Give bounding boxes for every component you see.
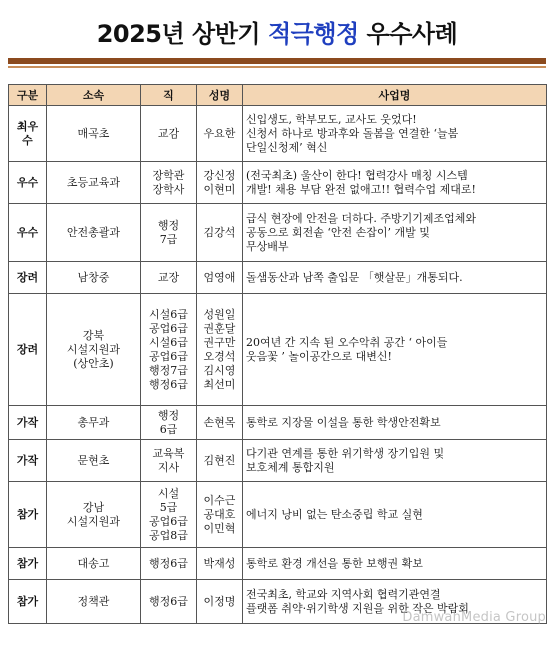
name-cell bbox=[197, 162, 243, 204]
name-line: 권구만 bbox=[203, 335, 236, 349]
project-line: 보호체계 통합지원 bbox=[246, 460, 335, 474]
dept-cell bbox=[47, 548, 141, 580]
name-cell bbox=[197, 482, 243, 548]
project-line: 웃음꽃 ’ 놀이공간으로 대변신! bbox=[246, 349, 392, 363]
grade-cell bbox=[9, 294, 47, 406]
rank-line: 교장 bbox=[157, 270, 180, 284]
grade-cell bbox=[9, 548, 47, 580]
title-rule-thin bbox=[8, 66, 546, 68]
rank-cell bbox=[141, 162, 197, 204]
name-line: 강신정 bbox=[203, 168, 236, 182]
dept-line: 총무과 bbox=[77, 415, 110, 429]
rank-cell bbox=[141, 204, 197, 262]
grade-line: 우수 bbox=[16, 175, 39, 189]
name-line: 공대호 bbox=[203, 507, 236, 521]
project-cell bbox=[243, 204, 547, 262]
project-cell bbox=[243, 262, 547, 294]
name-cell bbox=[197, 106, 243, 162]
grade-line: 장려 bbox=[16, 342, 39, 356]
grade-line: 우수 bbox=[16, 225, 39, 239]
page-title bbox=[97, 14, 458, 49]
rank-line: 행정 bbox=[157, 408, 180, 422]
grade-cell bbox=[9, 406, 47, 440]
table-row bbox=[9, 294, 547, 406]
project-cell bbox=[243, 406, 547, 440]
name-cell bbox=[197, 440, 243, 482]
name-cell bbox=[197, 262, 243, 294]
project-line: (전국최초) 울산이 한다! 협력강사 매칭 시스템 bbox=[246, 168, 468, 182]
rank-line: 교감 bbox=[157, 126, 180, 140]
rank-line: 장학사 bbox=[152, 182, 185, 196]
title-banner bbox=[8, 4, 546, 58]
table-header-row bbox=[9, 85, 547, 106]
grade-cell bbox=[9, 440, 47, 482]
rank-line: 행정6급 bbox=[149, 594, 188, 608]
title-suffix: 우수사례 bbox=[358, 19, 458, 48]
name-line: 이정명 bbox=[203, 594, 236, 608]
project-line: 신청서 하나로 방과후와 돌봄을 연결한 ‘늘봄 bbox=[246, 126, 459, 140]
rank-line: 시설6급 bbox=[149, 307, 188, 321]
name-cell bbox=[197, 204, 243, 262]
grade-cell bbox=[9, 580, 47, 624]
grade-line: 참가 bbox=[16, 594, 39, 608]
dept-line: 대송고 bbox=[77, 556, 110, 570]
rank-line: 지사 bbox=[157, 460, 180, 474]
dept-cell bbox=[47, 294, 141, 406]
grade-line: 가작 bbox=[16, 453, 39, 467]
name-line: 최선미 bbox=[203, 377, 236, 391]
name-line: 이현미 bbox=[203, 182, 236, 196]
rank-line: 행정 bbox=[157, 218, 180, 232]
dept-line: 시설지원과 bbox=[66, 514, 121, 528]
table-row bbox=[9, 406, 547, 440]
rank-line: 시설 bbox=[157, 486, 180, 500]
name-line: 손현목 bbox=[203, 415, 236, 429]
rank-line: 행정6급 bbox=[149, 377, 188, 391]
rank-cell bbox=[141, 294, 197, 406]
project-cell bbox=[243, 106, 547, 162]
rank-line: 공업8급 bbox=[149, 528, 188, 542]
rank-cell bbox=[141, 482, 197, 548]
rank-line: 공업6급 bbox=[149, 514, 188, 528]
grade-line: 최우 bbox=[16, 119, 39, 133]
rank-line: 행정6급 bbox=[149, 556, 188, 570]
header-rank: 직 bbox=[141, 85, 197, 106]
rank-line: 공업6급 bbox=[149, 321, 188, 335]
dept-line: 남창중 bbox=[77, 270, 110, 284]
grade-cell bbox=[9, 162, 47, 204]
rank-line: 공업6급 bbox=[149, 349, 188, 363]
dept-line: 정책관 bbox=[77, 594, 110, 608]
project-line: 에너지 낭비 없는 탄소중립 학교 실현 bbox=[246, 507, 423, 521]
rank-line: 5급 bbox=[159, 500, 178, 514]
watermark: DamwahMedia Group bbox=[402, 610, 546, 625]
grade-line: 가작 bbox=[16, 415, 39, 429]
name-line: 김강석 bbox=[203, 225, 236, 239]
name-line: 이수근 bbox=[203, 493, 236, 507]
dept-line: 강북 bbox=[82, 328, 105, 342]
project-cell bbox=[243, 548, 547, 580]
grade-cell bbox=[9, 262, 47, 294]
project-line: 통학로 지장물 이설을 통한 학생안전확보 bbox=[246, 415, 441, 429]
table-row bbox=[9, 548, 547, 580]
name-line: 우요한 bbox=[203, 126, 236, 140]
project-line: 신입생도, 학부모도, 교사도 웃었다! bbox=[246, 112, 417, 126]
project-line: 통학로 환경 개선을 통한 보행권 확보 bbox=[246, 556, 423, 570]
name-line: 이민혁 bbox=[203, 521, 236, 535]
dept-cell bbox=[47, 580, 141, 624]
table-row bbox=[9, 440, 547, 482]
project-cell bbox=[243, 482, 547, 548]
project-line: 단일신청제’ 혁신 bbox=[246, 140, 328, 154]
dept-line: 안전총괄과 bbox=[66, 225, 121, 239]
dept-line: 강남 bbox=[82, 500, 105, 514]
dept-cell bbox=[47, 106, 141, 162]
dept-cell bbox=[47, 204, 141, 262]
table-row bbox=[9, 204, 547, 262]
rank-cell bbox=[141, 106, 197, 162]
rank-line: 시설6급 bbox=[149, 335, 188, 349]
grade-line: 수 bbox=[22, 133, 33, 147]
table-body bbox=[9, 106, 547, 624]
dept-cell bbox=[47, 482, 141, 548]
grade-line: 장려 bbox=[16, 270, 39, 284]
project-line: 돌샘동산과 남쪽 출입문 「햇살문」개통되다. bbox=[246, 270, 463, 284]
dept-cell bbox=[47, 262, 141, 294]
title-highlight: 적극행정 bbox=[267, 19, 359, 48]
rank-cell bbox=[141, 406, 197, 440]
header-grade: 구분 bbox=[9, 85, 47, 106]
grade-line: 참가 bbox=[16, 556, 39, 570]
project-cell bbox=[243, 440, 547, 482]
rank-line: 6급 bbox=[159, 422, 178, 436]
header-project: 사업명 bbox=[243, 85, 547, 106]
name-cell bbox=[197, 294, 243, 406]
project-cell bbox=[243, 162, 547, 204]
name-line: 성원일 bbox=[203, 307, 236, 321]
header-name: 성명 bbox=[197, 85, 243, 106]
name-line: 김시영 bbox=[203, 363, 236, 377]
grade-cell bbox=[9, 204, 47, 262]
table-row bbox=[9, 262, 547, 294]
header-dept: 소속 bbox=[47, 85, 141, 106]
awards-table bbox=[8, 84, 547, 624]
project-line: 다기관 연계를 통한 위기학생 장기입원 및 bbox=[246, 446, 445, 460]
rank-line: 장학관 bbox=[152, 168, 185, 182]
title-prefix: 2025년 상반기 bbox=[96, 19, 268, 48]
dept-line: 초등교육과 bbox=[66, 175, 121, 189]
name-line: 엄영애 bbox=[203, 270, 236, 284]
project-line: 전국최초, 학교와 지역사회 협력기관연결 bbox=[246, 587, 441, 601]
project-cell bbox=[243, 294, 547, 406]
project-line: 공동으로 회전솥 ‘안전 손잡이’ 개발 및 bbox=[246, 225, 430, 239]
name-line: 김현진 bbox=[203, 453, 236, 467]
rank-cell bbox=[141, 440, 197, 482]
grade-line: 참가 bbox=[16, 507, 39, 521]
table-row bbox=[9, 106, 547, 162]
name-cell bbox=[197, 548, 243, 580]
rank-cell bbox=[141, 548, 197, 580]
table-row bbox=[9, 482, 547, 548]
name-line: 박재성 bbox=[203, 556, 236, 570]
name-cell bbox=[197, 406, 243, 440]
title-rule bbox=[8, 58, 546, 64]
grade-cell bbox=[9, 482, 47, 548]
project-line: 급식 현장에 안전을 더하다. 주방기기제조업체와 bbox=[246, 211, 477, 225]
project-line: 무상배부 bbox=[246, 239, 289, 253]
name-line: 오경석 bbox=[203, 349, 236, 363]
project-line: 개발! 채용 부담 완전 없애고!! 협력수업 제대로! bbox=[246, 182, 476, 196]
grade-cell bbox=[9, 106, 47, 162]
dept-line: (상안초) bbox=[73, 356, 114, 370]
dept-line: 문현초 bbox=[77, 453, 110, 467]
dept-line: 매곡초 bbox=[77, 126, 110, 140]
rank-cell bbox=[141, 580, 197, 624]
rank-line: 교육복 bbox=[152, 446, 185, 460]
rank-line: 행정7급 bbox=[149, 363, 188, 377]
dept-cell bbox=[47, 406, 141, 440]
rank-line: 7급 bbox=[159, 232, 178, 246]
project-line: 플랫폼 취약·위기학생 지원을 위한 작은 박람회 bbox=[246, 601, 469, 615]
dept-cell bbox=[47, 162, 141, 204]
rank-cell bbox=[141, 262, 197, 294]
project-line: 20여년 간 지속 된 오수악취 공간 ‘ 아이들 bbox=[246, 335, 448, 349]
name-cell bbox=[197, 580, 243, 624]
dept-line: 시설지원과 bbox=[66, 342, 121, 356]
table-row bbox=[9, 162, 547, 204]
dept-cell bbox=[47, 440, 141, 482]
name-line: 권훈달 bbox=[203, 321, 236, 335]
